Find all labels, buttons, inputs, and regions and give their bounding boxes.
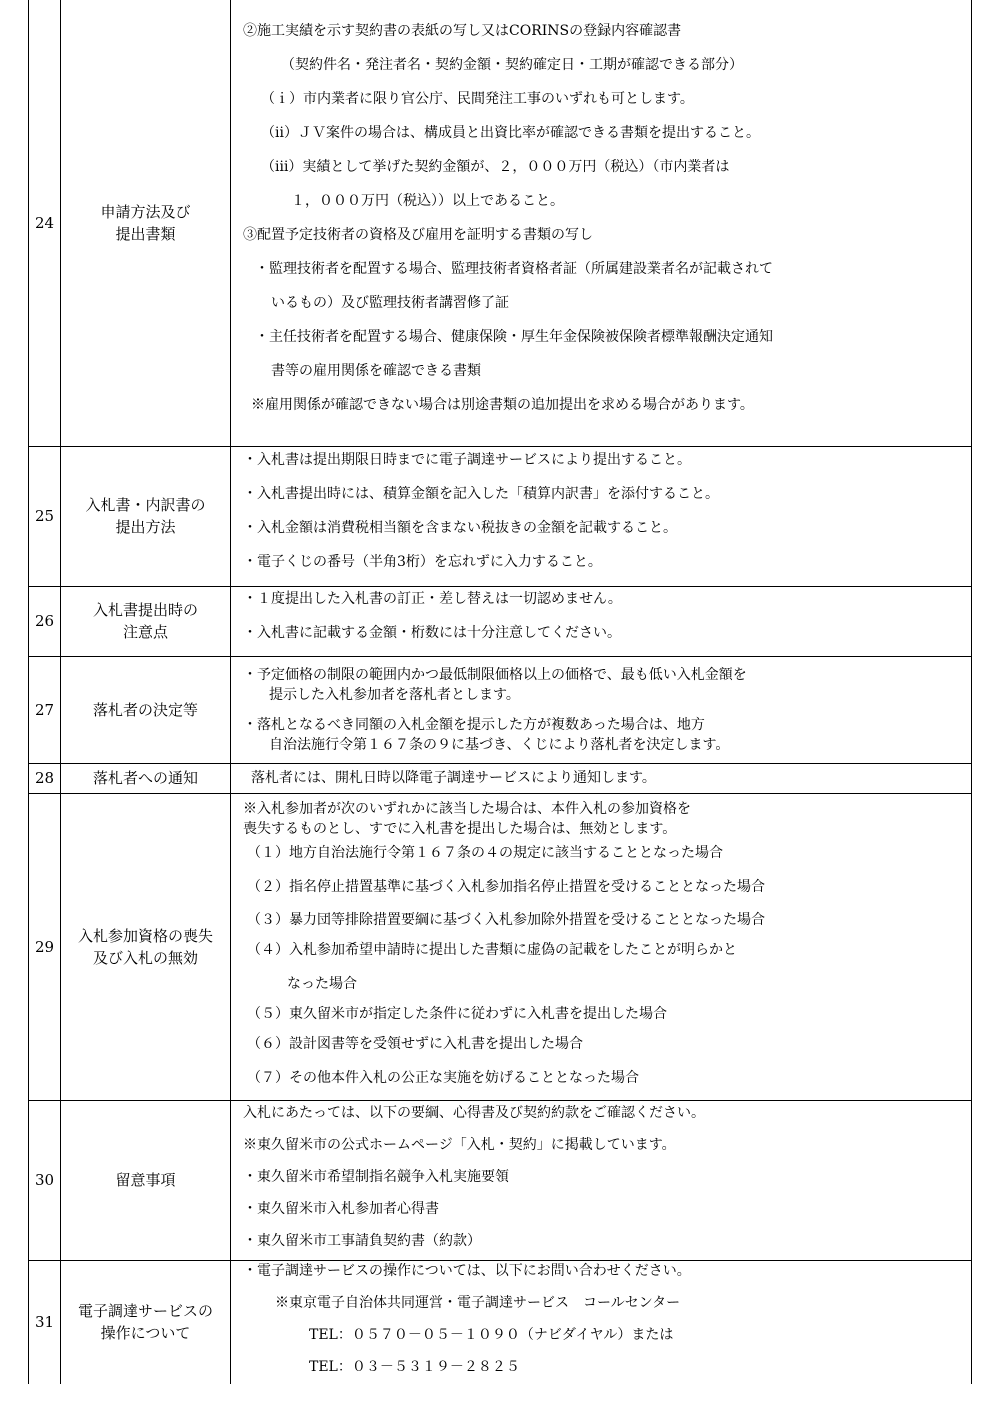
row-content	[231, 1100, 972, 1260]
content-line: TEL：０５７０－０５－１０９０（ナビダイヤル）または	[309, 1327, 674, 1344]
row-number: 30	[29, 1100, 61, 1260]
content-line: ・主任技術者を配置する場合、健康保険・厚生年金保険被保険者標準報酬決定通知	[255, 328, 773, 345]
row-label-line: 留意事項	[115, 1171, 176, 1189]
content-line: なった場合	[287, 976, 357, 992]
row-label-line: 入札参加資格の喪失	[77, 926, 213, 945]
content-line: １，０００万円（税込））以上であること。	[291, 192, 564, 209]
row-label-line: 注意点	[122, 623, 168, 641]
content-line: ※雇用関係が確認できない場合は別途書類の追加提出を求める場合があります。	[251, 396, 754, 413]
content-line: いるもの）及び監理技術者講習修了証	[271, 294, 509, 311]
content-line: （３）暴力団等排除措置要綱に基づく入札参加除外措置を受けることとなった場合	[247, 912, 765, 928]
content-line: （契約件名・発注者名・契約金額・契約確定日・工期が確認できる部分）	[281, 56, 743, 73]
content-line: ・監理技術者を配置する場合、監理技術者資格者証（所属建設業者名が記載されて	[255, 260, 773, 277]
row-label-line: 落札者の決定等	[92, 700, 198, 719]
table-row-24	[29, 0, 972, 446]
row-label	[61, 586, 231, 656]
content-line: ・電子くじの番号（半角3桁）を忘れずに入力すること。	[243, 554, 602, 570]
content-line: ②施工実績を示す契約書の表紙の写し又はCORINSの登録内容確認書	[243, 22, 682, 39]
table-row-31	[29, 1260, 972, 1384]
row-label-line: 操作について	[100, 1324, 191, 1343]
content-line: ・入札金額は消費税相当額を含まない税抜きの金額を記載すること。	[243, 520, 677, 536]
row-label	[61, 1260, 231, 1384]
content-line: （１）地方自治法施行令第１６７条の４の規定に該当することとなった場合	[247, 845, 723, 861]
row-content	[231, 0, 972, 446]
row-content	[231, 586, 972, 656]
row-label	[61, 763, 231, 793]
table-row-27	[29, 656, 972, 763]
row-label-line: 及び入札の無効	[92, 948, 198, 967]
content-line: ※入札参加者が次のいずれかに該当した場合は、本件入札の参加資格を	[243, 801, 691, 817]
row-label-line: 提出方法	[115, 518, 176, 536]
row-label-line: 入札書・内訳書の	[85, 496, 206, 514]
content-line: 書等の雇用関係を確認できる書類	[271, 362, 481, 379]
content-line: ・予定価格の制限の範囲内かつ最低制限価格以上の価格で、最も低い入札金額を	[243, 666, 747, 683]
row-content	[231, 1260, 972, 1384]
content-line: （ⅲ）実績として挙げた契約金額が、２，０００万円（税込）（市内業者は	[261, 158, 730, 175]
content-line: 提示した入札参加者を落札者とします。	[269, 686, 520, 703]
table-row-29	[29, 793, 972, 1100]
row-number: 31	[29, 1260, 61, 1384]
table-row-30	[29, 1100, 972, 1260]
content-line: ・入札書に記載する金額・桁数には十分注意してください。	[243, 625, 621, 641]
row-number: 29	[29, 793, 61, 1100]
row-label	[61, 446, 231, 586]
content-line: （ｉ）市内業者に限り官公庁、民間発注工事のいずれも可とします。	[261, 90, 694, 107]
row-number: 27	[29, 656, 61, 763]
content-line: ・入札書提出時には、積算金額を記入した「積算内訳書」を添付すること。	[243, 486, 719, 502]
content-line: TEL：０３－５３１９－２８２５	[309, 1359, 520, 1376]
row-label	[61, 1100, 231, 1260]
row-content	[231, 446, 972, 586]
row-label	[61, 656, 231, 763]
table-row-26	[29, 586, 972, 656]
table-row-25	[29, 446, 972, 586]
content-line: ※東京電子自治体共同運営・電子調達サービス コールセンター	[275, 1295, 681, 1312]
content-line: ・１度提出した入札書の訂正・差し替えは一切認めません。	[243, 591, 622, 607]
content-line: ・東久留米市希望制指名競争入札実施要領	[243, 1169, 509, 1185]
row-number: 26	[29, 586, 61, 656]
content-line: （６）設計図書等を受領せずに入札書を提出した場合	[247, 1036, 583, 1052]
row-content	[231, 656, 972, 763]
row-label	[61, 793, 231, 1100]
content-line: ・入札書は提出期限日時までに電子調達サービスにより提出すること。	[243, 452, 691, 468]
content-line: （７）その他本件入札の公正な実施を妨げることとなった場合	[247, 1070, 639, 1086]
content-line: ③配置予定技術者の資格及び雇用を証明する書類の写し	[243, 226, 593, 243]
procurement-info-table	[28, 0, 972, 1384]
row-content	[231, 763, 972, 793]
content-line: （ⅱ）ＪＶ案件の場合は、構成員と出資比率が確認できる書類を提出すること。	[261, 124, 760, 141]
row-number: 25	[29, 446, 61, 586]
content-line: ・東久留米市入札参加者心得書	[243, 1201, 439, 1217]
row-label-line: 電子調達サービスの	[77, 1302, 213, 1321]
row-number: 24	[29, 0, 61, 446]
row-label-line: 入札書提出時の	[92, 601, 198, 619]
content-line: ・東久留米市工事請負契約書（約款）	[243, 1233, 481, 1249]
content-line: 落札者には、開札日時以降電子調達サービスにより通知します。	[251, 770, 656, 786]
content-line: ・落札となるべき同額の入札金額を提示した方が複数あった場合は、地方	[243, 716, 705, 733]
content-line: （４）入札参加希望申請時に提出した書類に虚偽の記載をしたことが明らかと	[247, 942, 737, 958]
content-line: 喪失するものとし、すでに入札書を提出した場合は、無効とします。	[243, 821, 677, 837]
content-line: ・電子調達サービスの操作については、以下にお問い合わせください。	[243, 1263, 691, 1280]
content-line: ※東久留米市の公式ホームページ「入札・契約」に掲載しています。	[243, 1137, 676, 1153]
row-label-line: 提出書類	[115, 224, 176, 243]
row-content	[231, 793, 972, 1100]
row-label	[61, 0, 231, 446]
row-label-line: 申請方法及び	[100, 202, 191, 221]
table-row-28	[29, 763, 972, 793]
content-line: （５）東久留米市が指定した条件に従わずに入札書を提出した場合	[247, 1006, 667, 1022]
content-line: 入札にあたっては、以下の要綱、心得書及び契約約款をご確認ください。	[243, 1105, 705, 1121]
content-line: （２）指名停止措置基準に基づく入札参加指名停止措置を受けることとなった場合	[247, 879, 765, 895]
row-label-line: 落札者への通知	[92, 769, 198, 787]
row-number: 28	[29, 763, 61, 793]
content-line: 自治法施行令第１６７条の９に基づき、くじにより落札者を決定します。	[269, 736, 730, 753]
